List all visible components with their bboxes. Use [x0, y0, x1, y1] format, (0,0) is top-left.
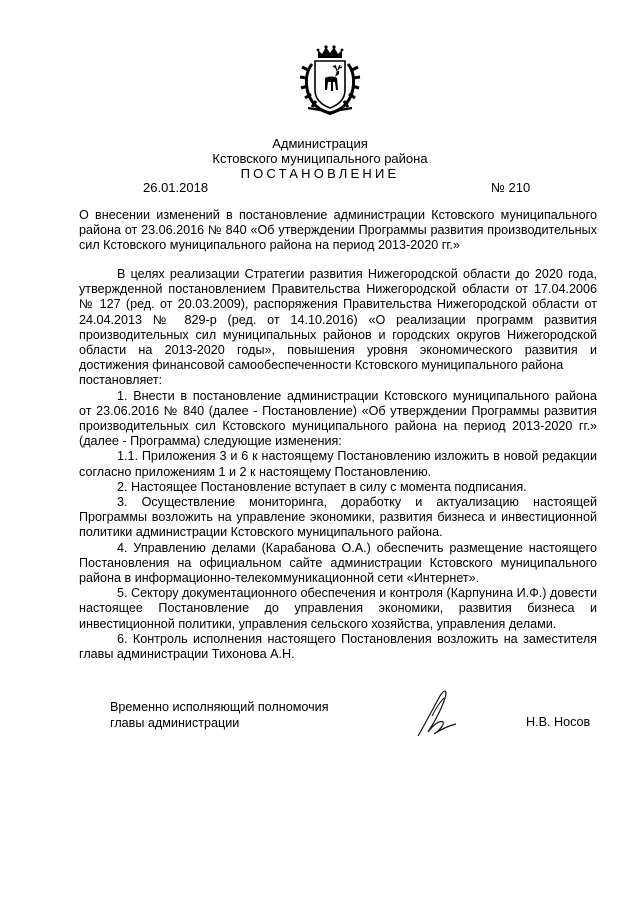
item-4: 4. Управлению делами (Карабанова О.А.) обеспечить размещение настоящего Постановления на официальном сайте администрации Кстовского муниципального района в информационно-телекоммуникационной сети «Интернет».: [79, 540, 597, 586]
preamble-paragraph: В целях реализации Стратегии развития Нижегородской области до 2020 года, утвержденной постановлением Правительства Нижегородской области от 17.04.2006 № 127 (ред. от 20.03.2009), распоряжения Правительства Нижегородской области от 24.04.2013 № 829-р (ред. от 14.10.2016) «О реализации программ развития производительных сил муниципальных районов и городских округов Нижегородской области на 2013-2020 годы», повышения уровня экономического развития и достижения финансовой самообеспеченности Кстовского муниципального района: [79, 267, 597, 373]
issuer-line-1: Администрация: [272, 136, 368, 151]
document-number: № 210: [491, 180, 531, 195]
document-type: ПОСТАНОВЛЕНИЕ: [240, 166, 400, 181]
coat-of-arms-icon: [298, 44, 362, 116]
item-5: 5. Сектору документационного обеспечения и контроля (Карпунина И.Ф.) довести настоящее Постановление до управления экономики, развития бизнеса и инвестиционной политики, управления сельского хозяйства, управления делами.: [79, 586, 597, 631]
issuer-line-2: Кстовского муниципального района: [212, 151, 428, 166]
document-subject: [79, 208, 597, 254]
handwritten-signature: [410, 686, 464, 740]
subject-text: О внесении изменений в постановление администрации Кстовского муниципального района от 23.06.2016 № 840 «Об утверждении Программы развития производительных сил Кстовского муниципального района на период 2013-2020 гг.»: [79, 208, 597, 253]
signatory-title: [110, 700, 329, 731]
document-body: [79, 267, 597, 662]
signatory-name: Н.В. Носов: [526, 715, 591, 729]
item-1-1: 1.1. Приложения 3 и 6 к настоящему Постановлению изложить в новой редакции согласно приложениям 1 и 2 к настоящему Постановлению.: [79, 449, 597, 479]
resolves-paragraph: постановляет:: [79, 373, 163, 388]
signatory-title-line-1: Временно исполняющий полномочия: [110, 700, 329, 714]
document-date: 26.01.2018: [143, 180, 209, 195]
item-1: 1. Внести в постановление администрации Кстовского муниципального района от 23.06.2016 № 840 (далее - Постановление) «Об утверждении Программы развития производительных сил Кстовского муниципального района на период 2013-2020 гг.» (далее - Программа) следующие изменения:: [79, 388, 597, 449]
item-3: 3. Осуществление мониторинга, доработку и актуализацию настоящей Программы возложить на управление экономики, развития бизнеса и инвестиционной политики администрации Кстовского муниципального района.: [79, 495, 597, 540]
item-2: 2. Настоящее Постановление вступает в силу с момента подписания.: [117, 479, 527, 494]
item-6: 6. Контроль исполнения настоящего Постановления возложить на заместителя главы администрации Тихонова А.Н.: [79, 631, 597, 662]
signatory-title-line-2: главы администрации: [110, 715, 240, 730]
